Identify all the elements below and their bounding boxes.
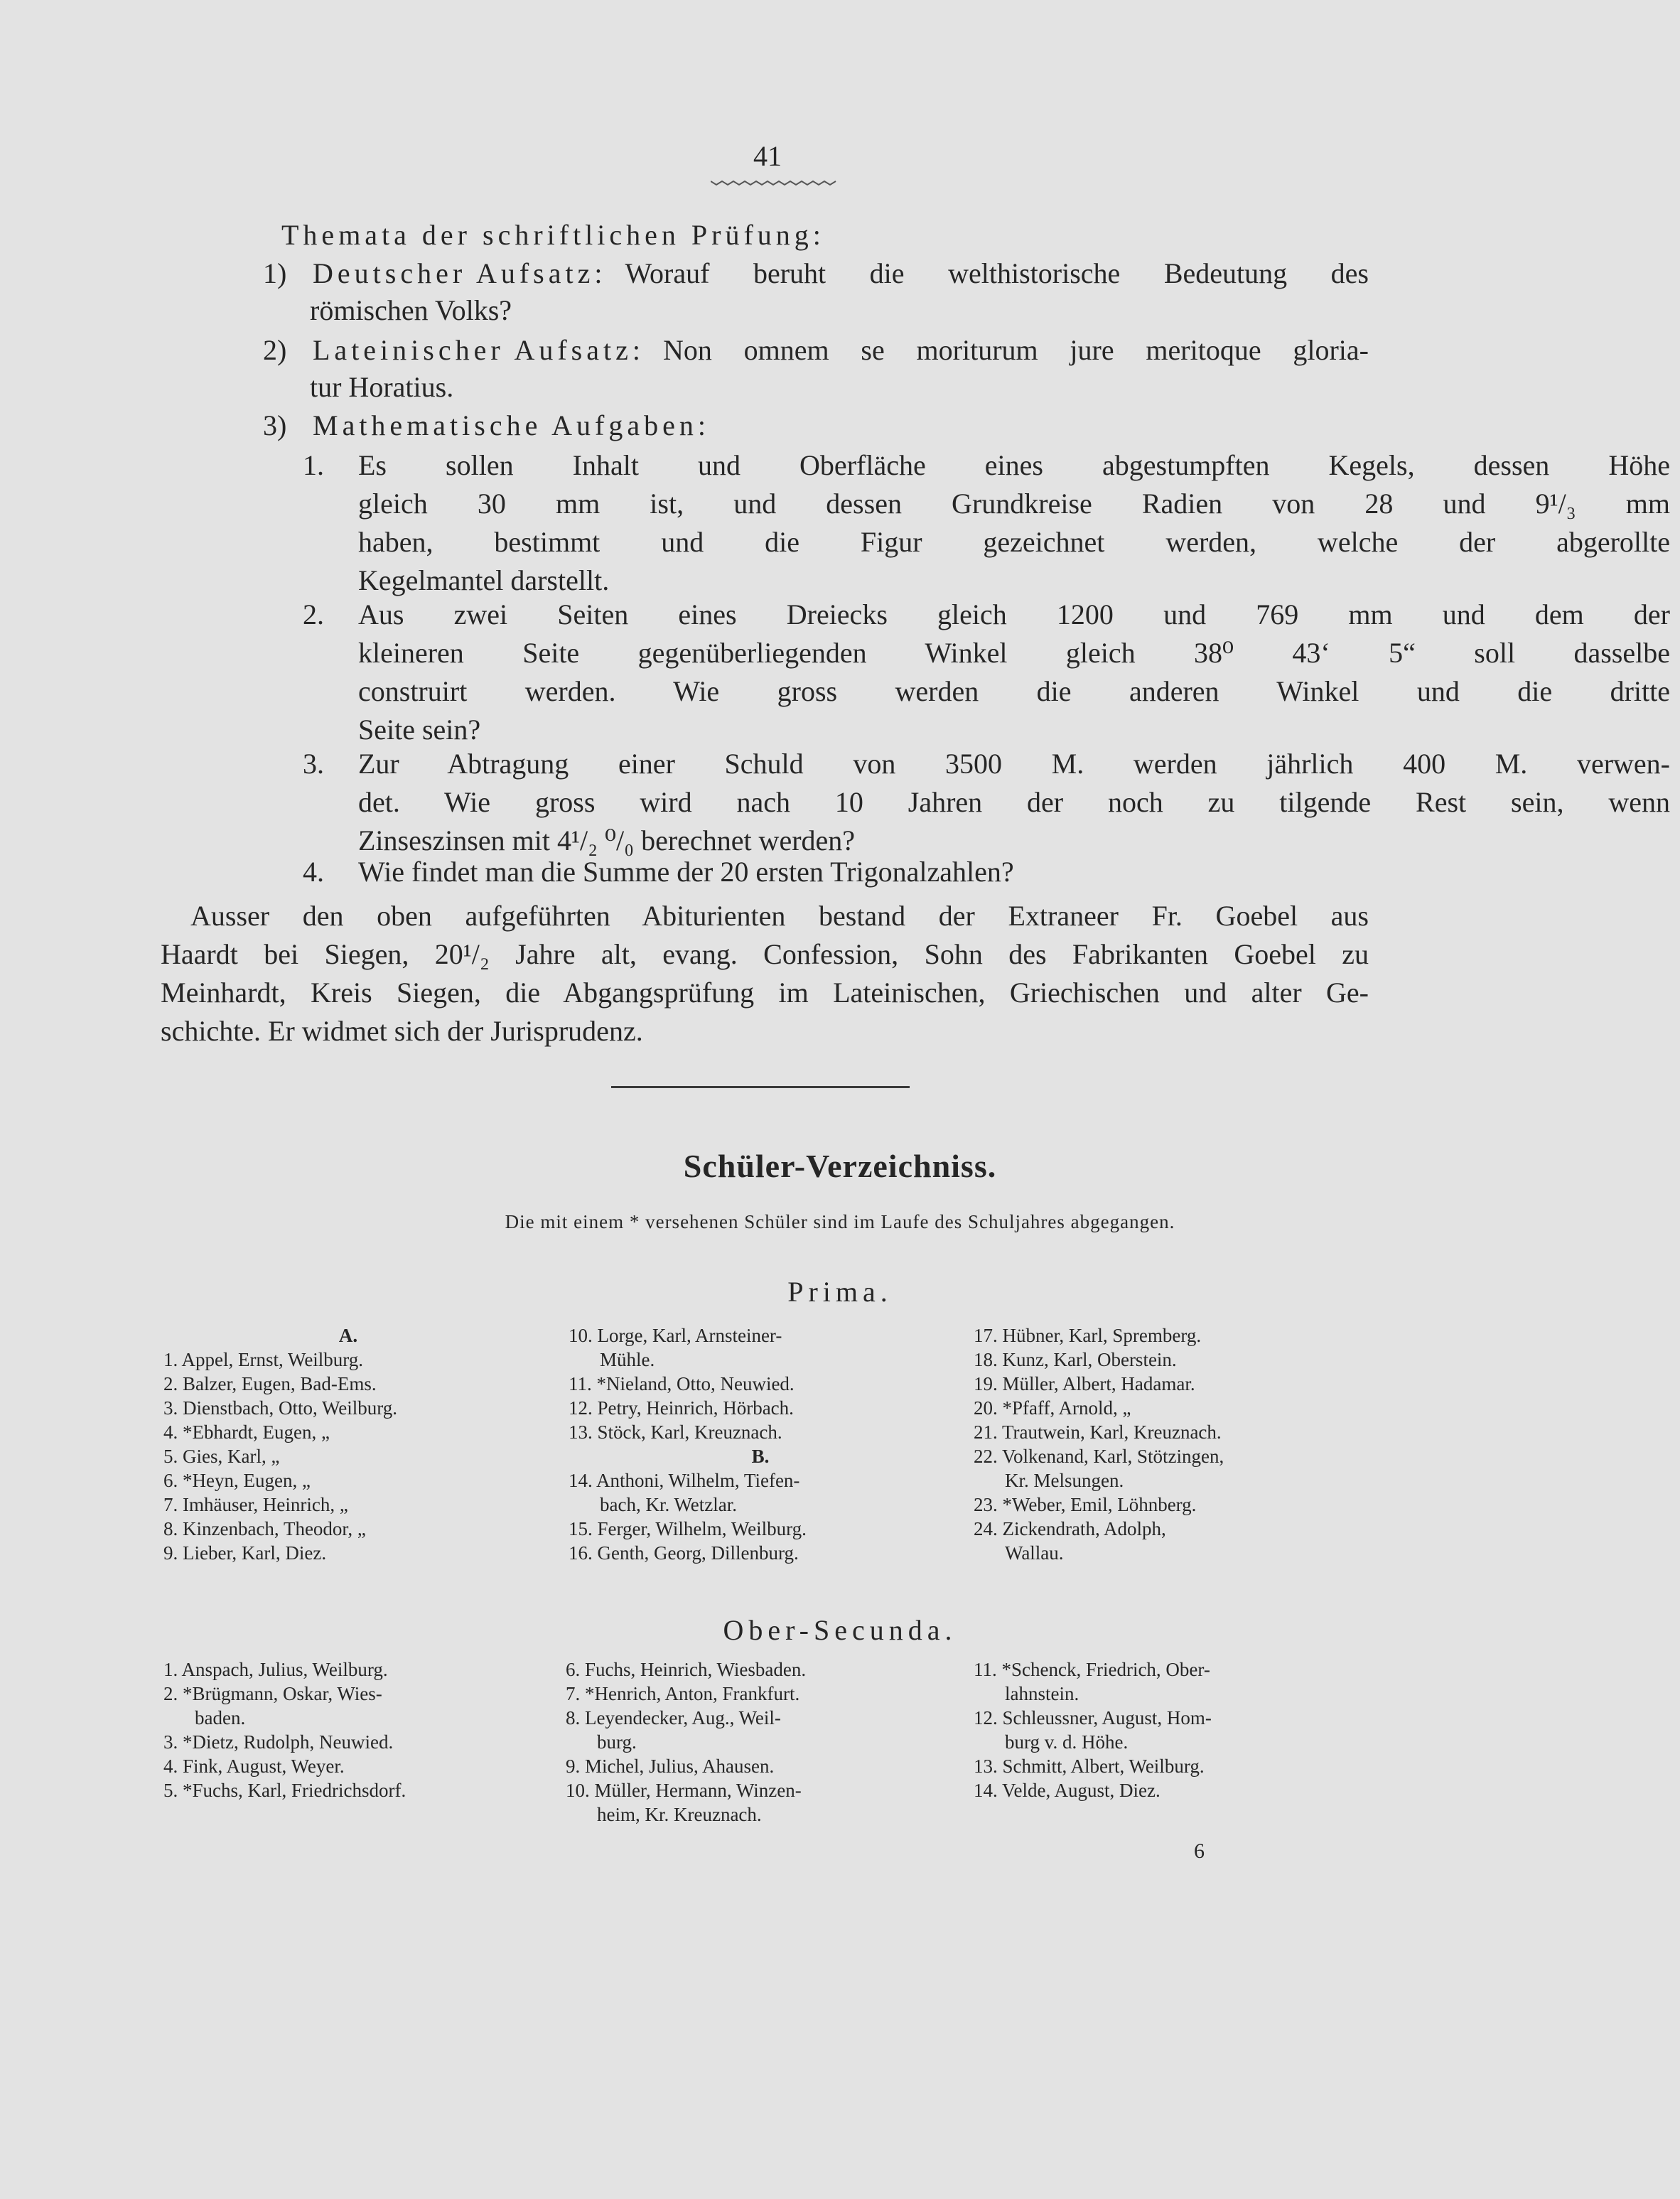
student-entry: 5. *Fuchs, Karl, Friedrichsdorf. <box>163 1780 406 1801</box>
student-entry-cont: lahnstein. <box>1005 1683 1079 1704</box>
student-entry: 14. Velde, August, Diez. <box>974 1780 1161 1801</box>
task-line: haben, bestimmt und die Figur gezeichnet werden, welche der abgerollte <box>358 526 1670 558</box>
student-entry: 1. Appel, Ernst, Weilburg. <box>163 1349 364 1370</box>
task-line: kleineren Seite gegenüberliegenden Winkel gleich 38⁰ 43‘ 5“ soll dasselbe <box>358 637 1670 669</box>
student-entry: 11. *Nieland, Otto, Neuwied. <box>569 1373 795 1394</box>
exam-heading: Themata der schriftlichen Prüfung: <box>281 219 825 251</box>
student-entry: 4. *Ebhardt, Eugen, „ <box>163 1421 330 1443</box>
student-entry: 24. Zickendrath, Adolph, <box>974 1518 1166 1539</box>
task-number: 3. <box>303 748 324 780</box>
item-number: 3) <box>263 409 287 441</box>
task-line: det. Wie gross wird nach 10 Jahren der noch zu tilgende Rest sein, wenn <box>358 786 1670 818</box>
task-line: Zinseszinsen mit 4¹/₂ ⁰/₀ berechnet werden? <box>358 824 856 856</box>
task-line: construirt werden. Wie gross werden die anderen Winkel und die dritte <box>358 675 1670 707</box>
page-number: 41 <box>753 140 782 172</box>
student-entry: 4. Fink, August, Weyer. <box>163 1756 345 1777</box>
student-entry-cont: bach, Kr. Wetzlar. <box>600 1494 738 1515</box>
task-number: 2. <box>303 598 324 630</box>
paragraph-line: Haardt bei Siegen, 20¹/₂ Jahre alt, evang. Confession, Sohn des Fabrikanten Goebel zu <box>161 938 1369 970</box>
student-entry: 7. Imhäuser, Heinrich, „ <box>163 1494 348 1515</box>
item-number: 2) <box>263 334 287 366</box>
exam-item-2 <box>263 331 1369 370</box>
exam-item-1 <box>263 254 1369 293</box>
student-entry: 10. Müller, Hermann, Winzen- <box>566 1780 802 1801</box>
student-entry-cont: Mühle. <box>600 1349 655 1370</box>
student-entry: 3. Dienstbach, Otto, Weilburg. <box>163 1397 398 1419</box>
task-line: Aus zwei Seiten eines Dreiecks gleich 1200 und 769 mm und dem der <box>358 598 1670 630</box>
student-entry: 3. *Dietz, Rudolph, Neuwied. <box>163 1731 394 1753</box>
student-entry-cont: heim, Kr. Kreuznach. <box>597 1804 762 1825</box>
student-entry: 17. Hübner, Karl, Spremberg. <box>974 1325 1202 1346</box>
student-entry-cont: baden. <box>195 1707 246 1728</box>
task-line: Kegelmantel darstellt. <box>358 564 610 596</box>
student-entry: 22. Volkenand, Karl, Stötzingen, <box>974 1446 1224 1467</box>
student-entry: 12. Schleussner, August, Hom- <box>974 1707 1212 1728</box>
ober-secunda-column-1 <box>163 1657 540 1802</box>
student-entry-cont: burg v. d. Höhe. <box>1005 1731 1129 1753</box>
ober-secunda-column-2 <box>566 1657 949 1827</box>
student-entry-cont: Wallau. <box>1005 1542 1064 1564</box>
student-entry: 1. Anspach, Julius, Weilburg. <box>163 1659 388 1680</box>
student-entry: 13. Schmitt, Albert, Weilburg. <box>974 1756 1205 1777</box>
extraneer-paragraph <box>161 897 1369 1050</box>
student-entry: 2. Balzer, Eugen, Bad-Ems. <box>163 1373 377 1394</box>
task-line: Zur Abtragung einer Schuld von 3500 M. werden jährlich 400 M. verwen- <box>358 748 1670 780</box>
exam-item-1-cont: römischen Volks? <box>310 294 512 326</box>
student-entry-cont: Kr. Melsungen. <box>1005 1470 1124 1491</box>
prima-title: Prima. <box>787 1276 893 1308</box>
student-entry: 10. Lorge, Karl, Arnsteiner- <box>569 1325 782 1346</box>
ober-secunda-column-3 <box>974 1657 1372 1802</box>
student-entry: 8. Kinzenbach, Theodor, „ <box>163 1518 366 1539</box>
student-entry: 7. *Henrich, Anton, Frankfurt. <box>566 1683 800 1704</box>
task-number: 1. <box>303 449 324 481</box>
exam-item-2-cont: tur Horatius. <box>310 371 454 403</box>
student-entry: 12. Petry, Heinrich, Hörbach. <box>569 1397 794 1419</box>
prima-column-2 <box>569 1323 952 1565</box>
group-letter: B. <box>751 1446 770 1467</box>
student-entry: 21. Trautwein, Karl, Kreuznach. <box>974 1421 1222 1443</box>
ober-secunda-title: Ober-Secunda. <box>723 1614 957 1646</box>
prima-column-1 <box>163 1323 533 1565</box>
item-number: 1) <box>263 257 287 289</box>
student-entry: 6. *Heyn, Eugen, „ <box>163 1470 311 1491</box>
student-entry: 11. *Schenck, Friedrich, Ober- <box>974 1659 1210 1680</box>
student-entry: 19. Müller, Albert, Hadamar. <box>974 1373 1195 1394</box>
task-number: 4. <box>303 856 324 888</box>
student-entry: 20. *Pfaff, Arnold, „ <box>974 1397 1131 1419</box>
student-entry: 9. Lieber, Karl, Diez. <box>163 1542 327 1564</box>
task-line: Wie findet man die Summe der 20 ersten Trigonalzahlen? <box>358 856 1014 888</box>
student-entry: 16. Genth, Georg, Dillenburg. <box>569 1542 799 1564</box>
task-line: gleich 30 mm ist, und dessen Grundkreise Radien von 28 und 9¹/₃ mm <box>358 488 1670 520</box>
student-entry: 15. Ferger, Wilhelm, Weilburg. <box>569 1518 807 1539</box>
register-title: Schüler-Verzeichniss. <box>683 1148 997 1184</box>
paragraph-line: Ausser den oben aufgeführten Abiturienten bestand der Extraneer Fr. Goebel aus <box>190 900 1369 932</box>
student-entry: 9. Michel, Julius, Ahausen. <box>566 1756 775 1777</box>
student-entry: 14. Anthoni, Wilhelm, Tiefen- <box>569 1470 800 1491</box>
item-label: Deutscher Aufsatz: <box>313 257 607 289</box>
paragraph-line: schichte. Er widmet sich der Jurisprudenz. <box>161 1015 643 1047</box>
item-label: Lateinischer Aufsatz: <box>313 334 645 366</box>
item-text: Non omnem se moriturum jure meritoque gloria- <box>662 334 1369 366</box>
student-entry: 13. Stöck, Karl, Kreuznach. <box>569 1421 782 1443</box>
student-entry: 5. Gies, Karl, „ <box>163 1446 280 1467</box>
student-entry: 18. Kunz, Karl, Oberstein. <box>974 1349 1177 1370</box>
student-entry: 8. Leyendecker, Aug., Weil- <box>566 1707 781 1728</box>
group-letter: A. <box>338 1325 358 1346</box>
student-entry-cont: burg. <box>597 1731 637 1753</box>
signature-mark: 6 <box>1194 1839 1205 1863</box>
exam-item-3 <box>263 407 710 445</box>
student-entry: 2. *Brügmann, Oskar, Wies- <box>163 1683 382 1704</box>
student-entry: 23. *Weber, Emil, Löhnberg. <box>974 1494 1197 1515</box>
prima-column-3 <box>974 1323 1372 1565</box>
page-number-ornament <box>711 179 839 186</box>
section-divider <box>611 1086 910 1088</box>
item-text: Worauf beruht die welthistorische Bedeutung des <box>625 257 1369 289</box>
item-label: Mathematische Aufgaben: <box>313 409 710 441</box>
paragraph-line: Meinhardt, Kreis Siegen, die Abgangsprüfung im Lateinischen, Griechischen und alter Ge- <box>161 977 1369 1009</box>
register-subtitle: Die mit einem * versehenen Schüler sind im Laufe des Schuljahres abgegangen. <box>505 1211 1175 1232</box>
task-line: Seite sein? <box>358 714 481 746</box>
task-line: Es sollen Inhalt und Oberfläche eines abgestumpften Kegels, dessen Höhe <box>358 449 1670 481</box>
student-entry: 6. Fuchs, Heinrich, Wiesbaden. <box>566 1659 807 1680</box>
